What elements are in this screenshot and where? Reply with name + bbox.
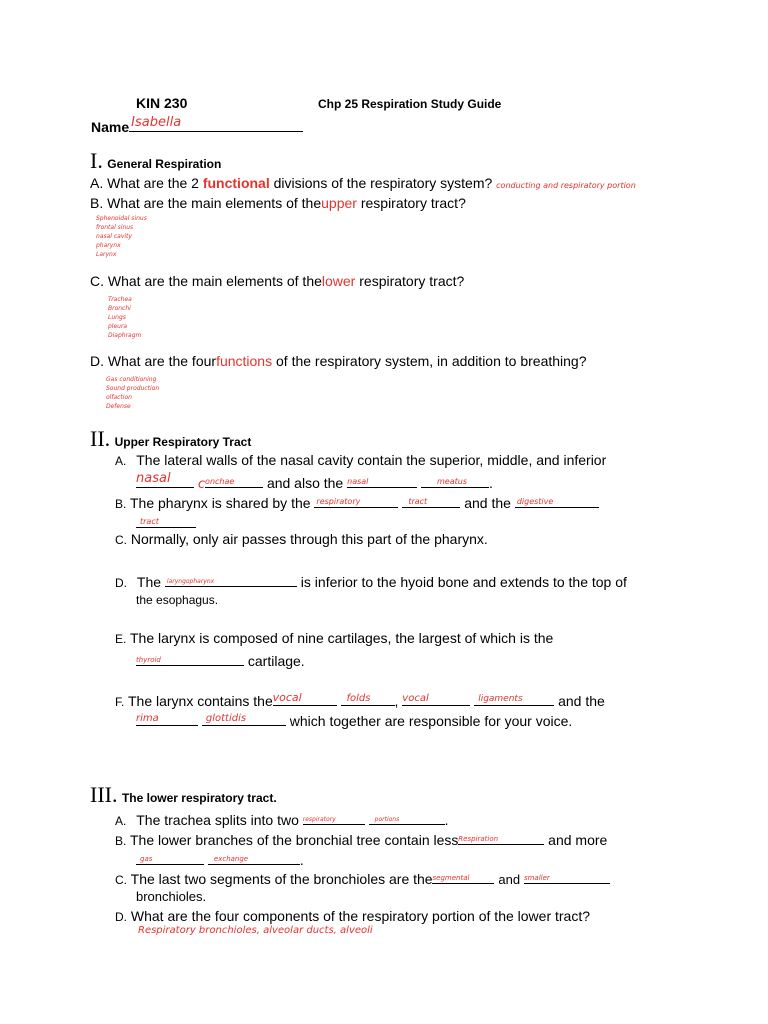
- question-text: B. What are the main elements of the: [90, 195, 322, 211]
- question-text: of the respiratory system, in addition to breathing?: [276, 353, 587, 369]
- handwritten-answer: portions: [374, 816, 400, 823]
- item-letter: B.: [115, 497, 127, 511]
- answer-item: Trachea: [108, 296, 132, 303]
- item-2e: [115, 630, 553, 646]
- blank-field[interactable]: [208, 849, 300, 865]
- item-text: The lower branches of the bronchial tree contain less: [129, 832, 459, 848]
- section-3-title: The lower respiratory tract.: [121, 791, 277, 805]
- item-3c: [115, 868, 610, 887]
- emphasis-word: upper: [321, 195, 357, 211]
- answer-item: nasal cavity: [96, 233, 132, 240]
- handwritten-answer: laryngopharynx: [166, 578, 215, 585]
- question-text: respiratory tract?: [359, 273, 465, 289]
- question-text: C. What are the main elements of the: [90, 273, 322, 289]
- item-text: The pharynx is shared by the: [129, 495, 311, 511]
- item-text: and more: [548, 832, 608, 848]
- question-1b: [90, 195, 466, 211]
- item-letter: E.: [115, 632, 127, 646]
- answer-item: pharynx: [96, 242, 121, 249]
- blank-field[interactable]: [402, 492, 460, 508]
- blank-field[interactable]: [136, 512, 196, 528]
- name-row: [91, 116, 303, 135]
- item-2c: [115, 531, 488, 547]
- blank-field[interactable]: [402, 690, 470, 706]
- handwritten-answer: segmental: [432, 874, 470, 882]
- handwritten-answer: smaller: [523, 874, 550, 882]
- emphasis-word: lower: [321, 273, 356, 289]
- item-3d: [115, 908, 590, 924]
- handwritten-answer: ligaments: [478, 694, 523, 704]
- name-value: Isabella: [131, 115, 182, 130]
- item-letter: D.: [115, 576, 127, 590]
- item-text: The: [136, 574, 162, 590]
- item-2a: [115, 452, 606, 468]
- item-text: The larynx contains the: [127, 693, 273, 709]
- section-2-numeral: II.: [90, 426, 111, 451]
- question-text: A. What are the 2: [90, 175, 199, 191]
- handwritten-answer: respiratory: [302, 816, 336, 823]
- blank-field[interactable]: [205, 472, 263, 488]
- item-text: ,: [394, 693, 399, 709]
- item-text: The larynx is composed of nine cartilages, the largest of which is the: [129, 630, 554, 646]
- handwritten-answer: folds: [346, 693, 371, 704]
- item-2d: [115, 571, 627, 590]
- blank-field[interactable]: [515, 492, 599, 508]
- item-2a-line2: [136, 472, 493, 492]
- blank-field[interactable]: [347, 472, 417, 488]
- item-letter: D.: [115, 910, 127, 924]
- answer-item: Bronchi: [108, 305, 131, 312]
- item-text: .: [299, 852, 304, 868]
- section-1-title: General Respiration: [107, 157, 222, 171]
- blank-field[interactable]: [524, 868, 610, 884]
- handwritten-answer: tract: [140, 517, 159, 526]
- emphasis-word: functional: [202, 175, 270, 191]
- handwritten-answer-3d: Respiratory bronchioles, alveolar ducts, alveoli: [138, 925, 373, 936]
- name-field[interactable]: [129, 116, 303, 132]
- section-1-heading: [90, 148, 221, 174]
- item-2e-line2: [136, 650, 305, 669]
- item-text: Normally, only air passes through this part of the pharynx.: [130, 531, 488, 547]
- handwritten-answer: respiratory: [316, 497, 361, 506]
- item-text: and the: [464, 495, 511, 511]
- blank-field[interactable]: [136, 650, 244, 666]
- blank-field[interactable]: [273, 690, 337, 706]
- handwritten-answer: vocal: [272, 691, 302, 704]
- handwritten-answer: Respiration: [458, 835, 499, 843]
- item-3b-line2: [136, 849, 304, 868]
- handwritten-answer: meatus: [437, 477, 468, 486]
- answer-item: Gas conditioning: [106, 376, 157, 383]
- handwritten-answer: onchae: [205, 477, 235, 486]
- item-3a: [115, 809, 449, 828]
- question-text: D. What are the four: [90, 353, 217, 369]
- section-2-heading: [90, 426, 251, 452]
- item-letter: A.: [115, 454, 127, 468]
- blank-field[interactable]: [314, 492, 398, 508]
- blank-field[interactable]: [202, 710, 286, 726]
- answer-item: olfaction: [106, 394, 132, 401]
- answer-list-1b: [96, 214, 147, 259]
- answer-list-1c: [108, 295, 141, 340]
- blank-field[interactable]: [303, 809, 365, 825]
- item-text: which together are responsible for your voice.: [289, 713, 573, 729]
- item-3c-line2: bronchioles.: [136, 889, 207, 904]
- handwritten-answer: thyroid: [136, 656, 161, 664]
- item-text: What are the four components of the respiratory portion of the lower tract?: [130, 908, 591, 924]
- blank-field[interactable]: [474, 690, 554, 706]
- item-text: and the: [558, 693, 605, 709]
- item-2f-line2: [136, 710, 572, 729]
- answer-item: pleura: [108, 323, 128, 330]
- item-text: .: [489, 475, 493, 491]
- question-1c: [90, 273, 464, 289]
- handwritten-answer: nasal: [136, 471, 171, 486]
- item-2d-line2: the esophagus.: [136, 593, 219, 607]
- document-title: Chp 25 Respiration Study Guide: [318, 97, 502, 111]
- answer-item: Sphenoidal sinus: [96, 215, 147, 222]
- handwritten-answer: glottidis: [205, 713, 247, 724]
- handwritten-answer: exchange: [213, 855, 249, 863]
- answer-item: Defense: [106, 403, 131, 410]
- handwritten-answer: vocal: [402, 693, 429, 704]
- section-2-title: Upper Respiratory Tract: [114, 435, 252, 449]
- item-letter: B.: [115, 834, 127, 848]
- blank-field[interactable]: [136, 472, 194, 488]
- item-text: The lateral walls of the nasal cavity contain the superior, middle, and inferior: [136, 452, 607, 468]
- handwritten-answer: tract: [408, 497, 428, 506]
- blank-field[interactable]: [136, 710, 198, 726]
- answer-item: frontal sinus: [96, 224, 134, 231]
- section-3-heading: [90, 782, 277, 808]
- item-text: cartilage.: [247, 653, 305, 669]
- item-text: and: [498, 872, 521, 887]
- item-text: and also the: [266, 475, 344, 491]
- emphasis-word: functions: [216, 353, 273, 369]
- section-3-numeral: III.: [90, 782, 118, 807]
- item-2b-line2: [136, 512, 196, 531]
- course-code: KIN 230: [136, 95, 188, 111]
- question-1d: [90, 353, 587, 369]
- blank-field[interactable]: [421, 472, 489, 488]
- question-text: divisions of the respiratory system?: [273, 175, 493, 191]
- item-text: The last two segments of the bronchioles are the: [130, 871, 433, 887]
- item-letter: C.: [115, 533, 127, 547]
- name-label: Name: [91, 119, 130, 135]
- item-2f: [115, 690, 605, 709]
- handwritten-answer: conducting and respiratory portion: [496, 181, 636, 190]
- item-3b: [115, 829, 607, 848]
- question-1a: [90, 175, 636, 191]
- question-text: respiratory tract?: [360, 195, 466, 211]
- item-letter: F.: [115, 695, 125, 709]
- answer-item: Diaphragm: [108, 332, 142, 339]
- item-letter: A.: [115, 814, 127, 828]
- handwritten-answer: gas: [140, 855, 153, 863]
- handwritten-answer: digestive: [516, 497, 554, 506]
- item-text: is inferior to the hyoid bone and extends to the top of: [300, 574, 627, 590]
- item-letter: C.: [115, 873, 127, 887]
- item-text: The trachea splits into two: [136, 812, 299, 828]
- item-2b: [115, 492, 599, 511]
- blank-field[interactable]: [458, 829, 544, 845]
- blank-field[interactable]: [432, 868, 494, 884]
- answer-item: Sound production: [106, 385, 160, 392]
- blank-field[interactable]: [369, 809, 445, 825]
- answer-item: Lungs: [108, 314, 126, 321]
- answer-list-1d: [106, 375, 159, 411]
- item-text: .: [444, 812, 449, 828]
- section-1-numeral: I.: [90, 148, 103, 173]
- handwritten-answer: nasal: [347, 477, 369, 486]
- handwritten-answer: c: [197, 477, 206, 492]
- blank-field[interactable]: [341, 690, 395, 706]
- blank-field[interactable]: [136, 849, 204, 865]
- answer-item: Larynx: [96, 251, 117, 258]
- blank-field[interactable]: [165, 571, 297, 587]
- handwritten-answer: rima: [136, 713, 159, 724]
